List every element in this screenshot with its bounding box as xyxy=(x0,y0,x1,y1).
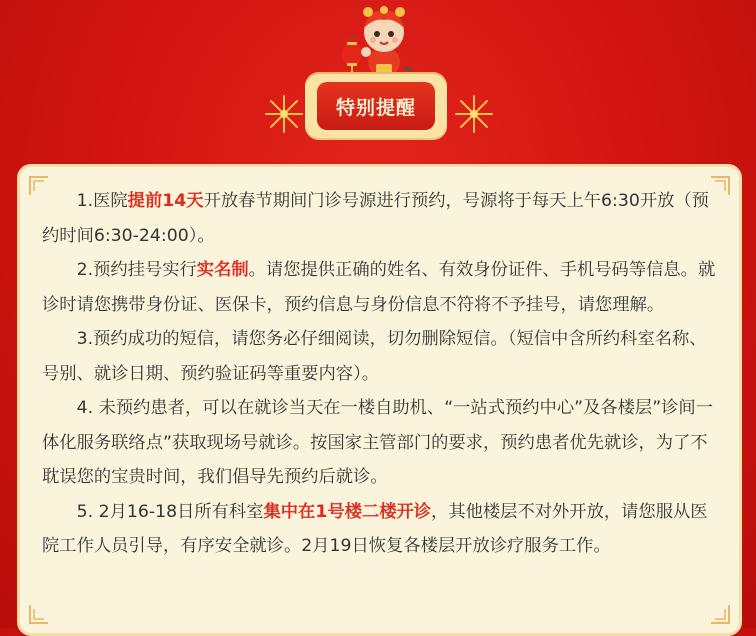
corner-ornament-icon xyxy=(709,603,731,625)
notice-item-3: 3.预约成功的短信，请您务必仔细阅读，切勿删除短信。（短信中含所约科室名称、号别、就诊日期、预约验证码等重要内容）。 xyxy=(42,329,707,384)
notice-text: 1.医院 xyxy=(76,191,128,211)
notice-text: ，其他楼层不对外开放，请您服从医院工作人员引导，有序安全就诊。2月19日恢复各楼层开放诊疗服务工作。 xyxy=(42,501,708,556)
notice-item-5 xyxy=(42,495,718,564)
notice-text: 开放春节期间门诊号源进行预约，号源将于每天上午6:30开放（预约时间6:30-24:00）。 xyxy=(42,191,709,246)
notice-highlight: 集中在1号楼二楼开诊 xyxy=(263,501,432,522)
notice-text: 5. 2月16-18日所有科室 xyxy=(76,501,264,522)
notice-text: 。请您提供正确的姓名、有效身份证件、手机号码等信息。就诊时请您携带身份证、医保卡，预约信息与身份信息不符将不予挂号，请您理解。 xyxy=(42,260,716,315)
notice-content xyxy=(42,184,718,564)
notice-text: 2.预约挂号实行 xyxy=(76,260,197,280)
mascot-icon xyxy=(338,4,420,82)
firework-icon xyxy=(452,92,496,136)
title-badge xyxy=(305,72,447,142)
page-title: 特别提醒 xyxy=(317,82,435,130)
corner-ornament-icon xyxy=(28,603,50,625)
notice-item-1 xyxy=(42,184,718,253)
notice-highlight: 实名制 xyxy=(196,260,249,280)
notice-item-2 xyxy=(42,253,718,322)
notice-item-4: 4. 未预约患者，可以在就诊当天在一楼自助机、“一站式预约中心”及各楼层”诊间一体化服务联络点”获取现场号就诊。按国家主管部门的要求，预约患者优先就诊，为了不耽误您的宝贵时间，我们倡导先预约后就诊。 xyxy=(42,398,713,487)
firework-icon xyxy=(262,92,306,136)
notice-highlight: 提前14天 xyxy=(127,191,204,211)
